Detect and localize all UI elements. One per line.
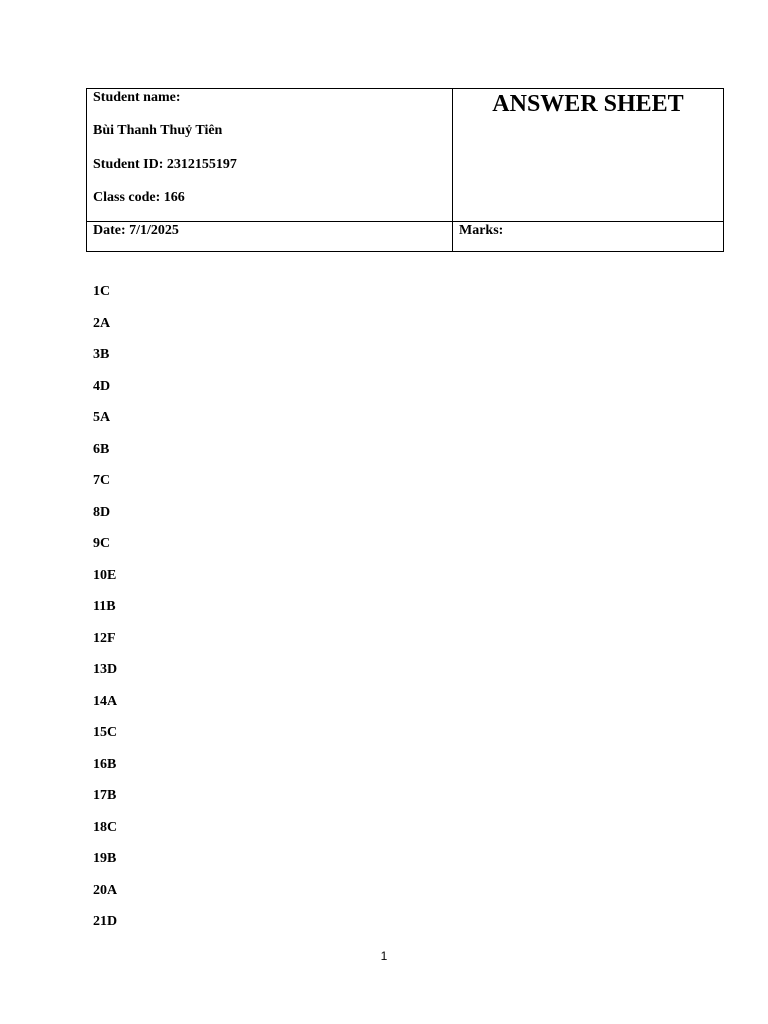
marks-label: Marks: xyxy=(459,223,504,238)
answer-item: 19B xyxy=(93,851,117,866)
answer-item: 12F xyxy=(93,630,116,646)
student-name-label: Student name: xyxy=(93,90,181,105)
answer-item: 9C xyxy=(93,536,111,551)
answer-item: 2A xyxy=(93,315,111,331)
class-code: Class code: 166 xyxy=(93,190,185,205)
answer-item: 13D xyxy=(93,662,118,677)
header-table xyxy=(86,88,724,252)
answer-item: 6B xyxy=(93,441,110,457)
answer-item: 21D xyxy=(93,914,118,929)
student-id: Student ID: 2312155197 xyxy=(93,157,237,172)
answer-item: 5A xyxy=(93,410,111,425)
answer-item: 18C xyxy=(93,819,118,835)
marks-cell xyxy=(453,222,723,251)
date-cell xyxy=(87,222,453,251)
title-cell xyxy=(453,89,723,222)
student-info-cell xyxy=(87,89,453,222)
answer-item: 16B xyxy=(93,756,117,772)
answer-item: 17B xyxy=(93,788,117,803)
page-title: ANSWER SHEET xyxy=(492,91,684,117)
answer-item: 7C xyxy=(93,473,111,488)
answer-item: 14A xyxy=(93,693,118,709)
answer-item: 3B xyxy=(93,347,110,362)
answer-item: 11B xyxy=(93,599,116,614)
answer-item: 15C xyxy=(93,725,118,740)
answer-item: 4D xyxy=(93,378,111,394)
date-label: Date: 7/1/2025 xyxy=(93,223,179,238)
student-name-value: Bùi Thanh Thuỷ Tiên xyxy=(93,123,223,138)
answer-list xyxy=(93,284,117,946)
answer-item: 1C xyxy=(93,284,111,299)
answer-item: 8D xyxy=(93,504,111,520)
answer-item: 20A xyxy=(93,882,118,898)
answer-item: 10E xyxy=(93,567,117,583)
page-number: 1 xyxy=(380,949,388,963)
